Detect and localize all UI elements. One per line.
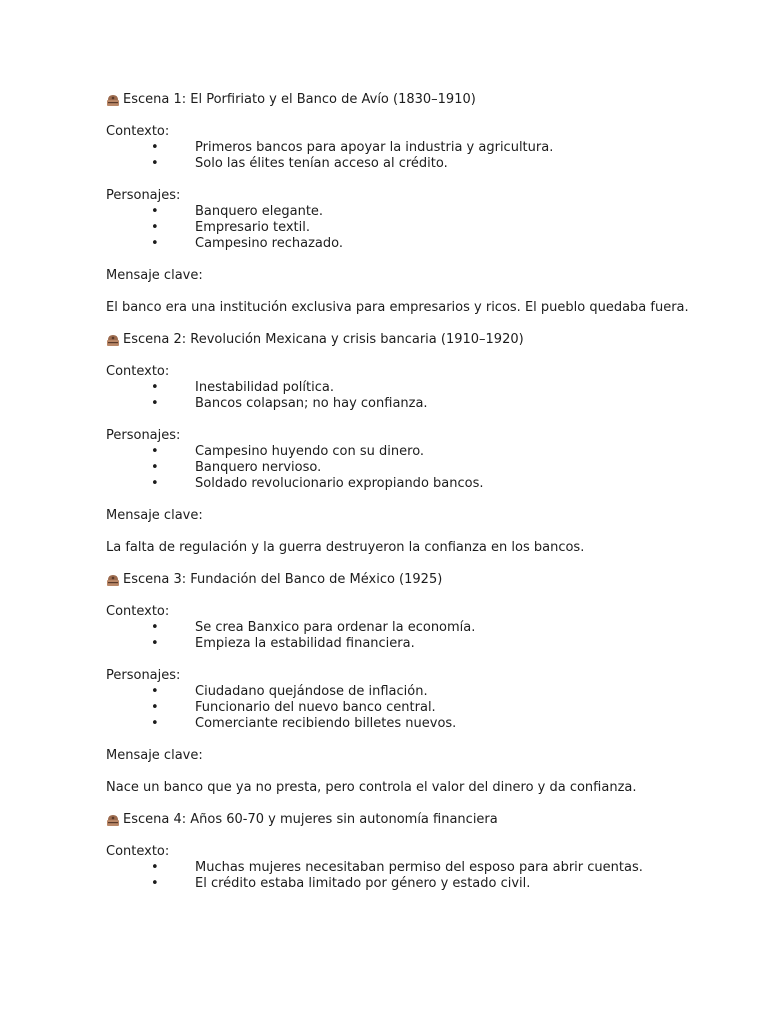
characters-list (106, 204, 726, 252)
list-item-text: Empieza la estabilidad financiera. (195, 636, 415, 651)
list-item (106, 716, 726, 732)
bullet-point: • (151, 700, 159, 715)
spacer (106, 732, 726, 748)
list-item (106, 236, 726, 252)
bullet-point: • (151, 444, 159, 459)
bullet-point: • (151, 156, 159, 171)
key-message-text: La falta de regulación y la guerra destruyeron la confianza en los bancos. (106, 540, 585, 555)
list-item-text: Empresario textil. (195, 220, 310, 235)
list-item (106, 476, 726, 492)
spacer (106, 524, 726, 540)
spacer (106, 412, 726, 428)
spacer (106, 892, 726, 908)
characters-list (106, 684, 726, 732)
list-item-text: Funcionario del nuevo banco central. (195, 700, 436, 715)
spacer (106, 492, 726, 508)
context-list (106, 620, 726, 652)
spacer (106, 316, 726, 332)
bullet-point: • (151, 620, 159, 635)
list-item (106, 444, 726, 460)
scene-title (106, 92, 726, 108)
list-item-text: Campesino huyendo con su dinero. (195, 444, 425, 459)
scene-title-text: Escena 1: El Porfiriato y el Banco de Avío (1830–1910) (123, 92, 476, 107)
list-item (106, 876, 726, 892)
scene-title (106, 332, 726, 348)
spacer (106, 652, 726, 668)
list-item-text: Se crea Banxico para ordenar la economía. (195, 620, 476, 635)
list-item (106, 220, 726, 236)
list-item (106, 620, 726, 636)
characters-label: Personajes: (106, 668, 181, 683)
document-body (106, 92, 726, 908)
spacer (106, 172, 726, 188)
bullet-point: • (151, 140, 159, 155)
bullet-point: • (151, 396, 159, 411)
bullet-point: • (151, 220, 159, 235)
key-message-text: El banco era una institución exclusiva para empresarios y ricos. El pueblo quedaba fuera. (106, 300, 689, 315)
list-item-text: Solo las élites tenían acceso al crédito. (195, 156, 448, 171)
context-label: Contexto: (106, 124, 170, 139)
list-item (106, 380, 726, 396)
list-item-text: Comerciante recibiendo billetes nuevos. (195, 716, 457, 731)
list-item (106, 860, 726, 876)
scene-title (106, 572, 726, 588)
list-item (106, 636, 726, 652)
context-list (106, 140, 726, 172)
key-message-label: Mensaje clave: (106, 508, 203, 523)
director-clapper-icon (106, 814, 120, 827)
bullet-point: • (151, 380, 159, 395)
director-clapper-icon (106, 334, 120, 347)
bullet-point: • (151, 684, 159, 699)
bullet-point: • (151, 716, 159, 731)
spacer (106, 284, 726, 300)
spacer (106, 764, 726, 780)
director-clapper-icon (106, 94, 120, 107)
list-item-text: El crédito estaba limitado por género y estado civil. (195, 876, 531, 891)
list-item-text: Primeros bancos para apoyar la industria y agricultura. (195, 140, 554, 155)
list-item (106, 460, 726, 476)
bullet-point: • (151, 236, 159, 251)
characters-label: Personajes: (106, 188, 181, 203)
spacer (106, 796, 726, 812)
list-item (106, 396, 726, 412)
list-item-text: Bancos colapsan; no hay confianza. (195, 396, 428, 411)
spacer (106, 252, 726, 268)
scene-title-text: Escena 4: Años 60-70 y mujeres sin autonomía financiera (123, 812, 498, 827)
list-item-text: Banquero elegante. (195, 204, 324, 219)
bullet-point: • (151, 204, 159, 219)
list-item (106, 684, 726, 700)
list-item (106, 140, 726, 156)
context-list (106, 380, 726, 412)
list-item-text: Ciudadano quejándose de inflación. (195, 684, 428, 699)
bullet-point: • (151, 860, 159, 875)
scene-title (106, 812, 726, 828)
context-label: Contexto: (106, 844, 170, 859)
scene-title-text: Escena 3: Fundación del Banco de México (1925) (123, 572, 443, 587)
list-item-text: Soldado revolucionario expropiando bancos. (195, 476, 484, 491)
director-clapper-icon (106, 574, 120, 587)
bullet-point: • (151, 876, 159, 891)
context-label: Contexto: (106, 604, 170, 619)
context-label: Contexto: (106, 364, 170, 379)
bullet-point: • (151, 636, 159, 651)
bullet-point: • (151, 460, 159, 475)
characters-label: Personajes: (106, 428, 181, 443)
context-list (106, 860, 726, 892)
list-item (106, 156, 726, 172)
key-message-label: Mensaje clave: (106, 748, 203, 763)
list-item-text: Banquero nervioso. (195, 460, 322, 475)
scene-title-text: Escena 2: Revolución Mexicana y crisis bancaria (1910–1920) (123, 332, 524, 347)
list-item-text: Campesino rechazado. (195, 236, 343, 251)
list-item-text: Muchas mujeres necesitaban permiso del esposo para abrir cuentas. (195, 860, 643, 875)
spacer (106, 556, 726, 572)
list-item (106, 700, 726, 716)
list-item (106, 204, 726, 220)
key-message-label: Mensaje clave: (106, 268, 203, 283)
characters-list (106, 444, 726, 492)
list-item-text: Inestabilidad política. (195, 380, 334, 395)
bullet-point: • (151, 476, 159, 491)
key-message-text: Nace un banco que ya no presta, pero controla el valor del dinero y da confianza. (106, 780, 637, 795)
